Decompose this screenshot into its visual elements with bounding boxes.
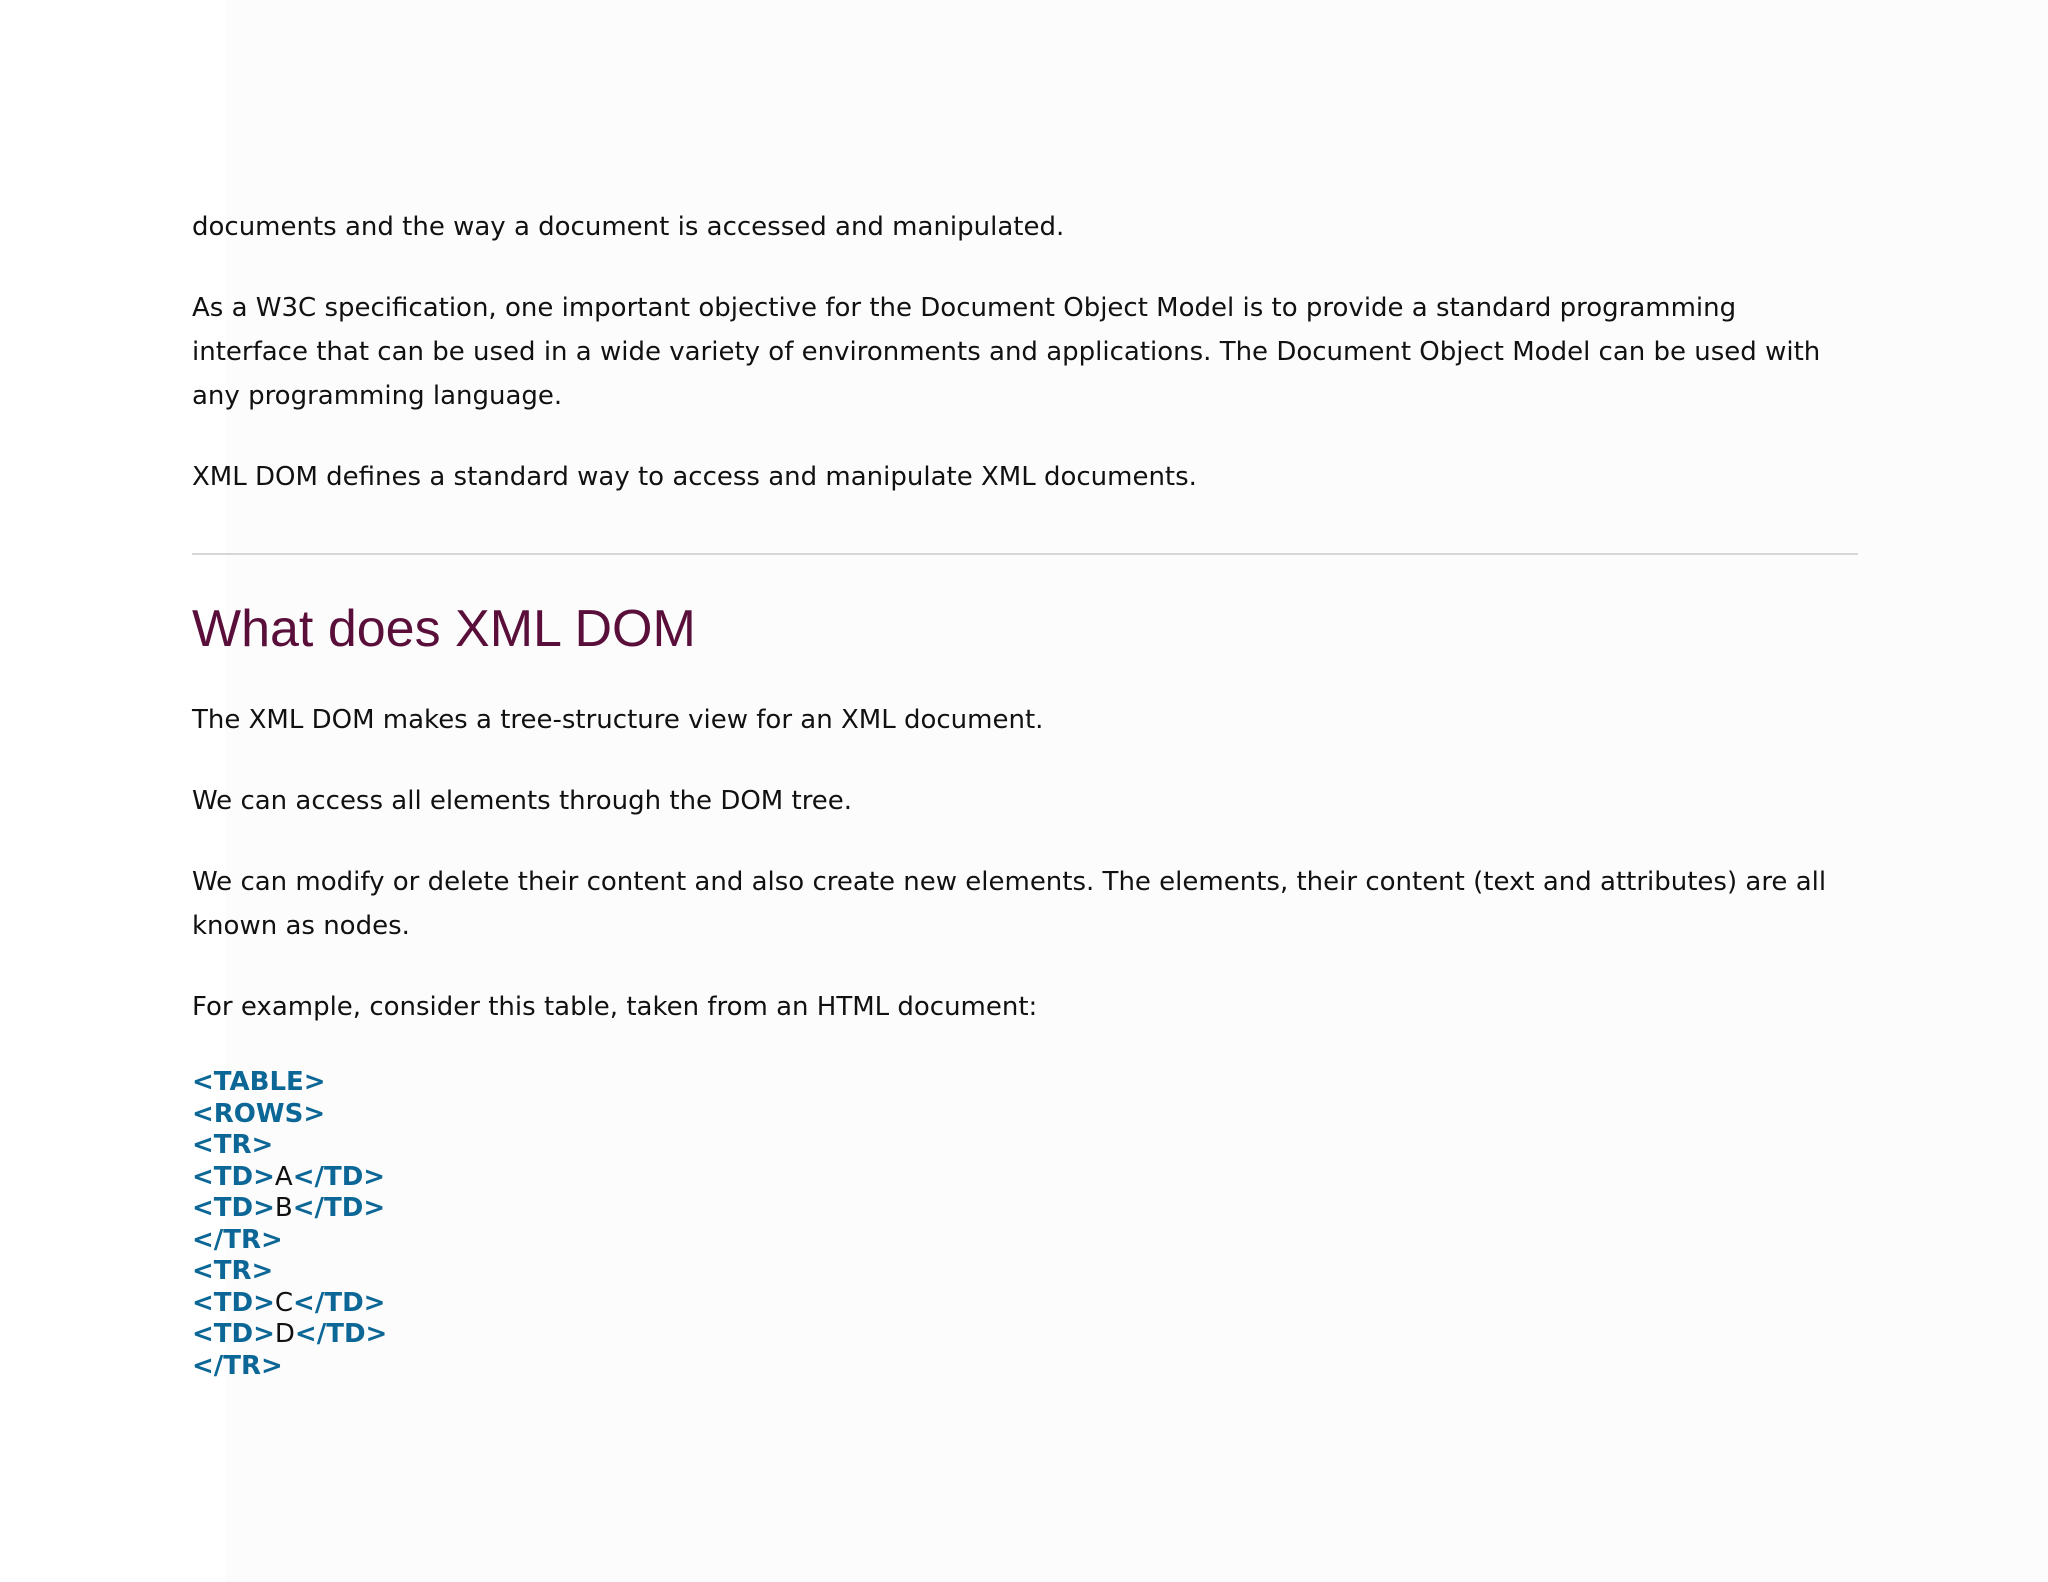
- code-line: [192, 1130, 1858, 1162]
- paragraph-intro-continued: documents and the way a document is accessed and manipulated.: [192, 212, 1065, 242]
- code-text: D: [274, 1319, 295, 1349]
- code-close-tag: </TD>: [294, 1319, 388, 1349]
- section-heading: What does XML DOM: [192, 600, 696, 658]
- code-text: B: [274, 1193, 293, 1223]
- code-line: [192, 1319, 1858, 1351]
- code-open-tag: </TR>: [192, 1350, 283, 1381]
- code-open-tag: <TD>: [192, 1161, 275, 1192]
- paragraph-access-elements: We can access all elements through the DOM tree.: [192, 786, 853, 816]
- code-open-tag: <TR>: [192, 1256, 274, 1286]
- code-open-tag: <TD>: [192, 1319, 275, 1349]
- code-open-tag: <TR>: [192, 1130, 274, 1160]
- code-text: C: [274, 1287, 294, 1318]
- code-close-tag: </TD>: [292, 1193, 386, 1223]
- paragraph-xml-dom-definition: XML DOM defines a standard way to access and manipulate XML documents.: [192, 462, 1197, 492]
- code-line: [192, 1067, 1858, 1099]
- paragraph-modify-nodes: We can modify or delete their content and also create new elements. The elements, their content (text and attributes) are all known as nodes.: [192, 867, 1827, 941]
- code-open-tag: <ROWS>: [192, 1098, 326, 1129]
- code-line: [192, 1225, 1858, 1257]
- code-open-tag: <TABLE>: [192, 1067, 326, 1097]
- code-open-tag: </TR>: [192, 1224, 283, 1255]
- code-line: [192, 1162, 1858, 1194]
- code-text: A: [274, 1161, 293, 1192]
- code-close-tag: </TD>: [292, 1161, 386, 1192]
- code-open-tag: <TD>: [192, 1193, 275, 1223]
- code-line: [192, 1288, 1858, 1320]
- document-content: [192, 205, 1858, 1382]
- code-example: [192, 1067, 1858, 1382]
- code-line: [192, 1099, 1858, 1131]
- paragraph-tree-structure: The XML DOM makes a tree-structure view for an XML document.: [192, 705, 1044, 735]
- paragraph-w3c-specification: As a W3C specification, one important objective for the Document Object Model is to provide a standard programming interface that can be used in a wide variety of environments and applications. The Document Object Model can be used with any programming language.: [192, 293, 1821, 411]
- code-line: [192, 1351, 1858, 1383]
- code-line: [192, 1193, 1858, 1225]
- code-open-tag: <TD>: [192, 1287, 275, 1318]
- paragraph-example-intro: For example, consider this table, taken from an HTML document:: [192, 992, 1038, 1022]
- code-line: [192, 1256, 1858, 1288]
- code-close-tag: </TD>: [293, 1287, 386, 1318]
- section-divider: [192, 553, 1858, 555]
